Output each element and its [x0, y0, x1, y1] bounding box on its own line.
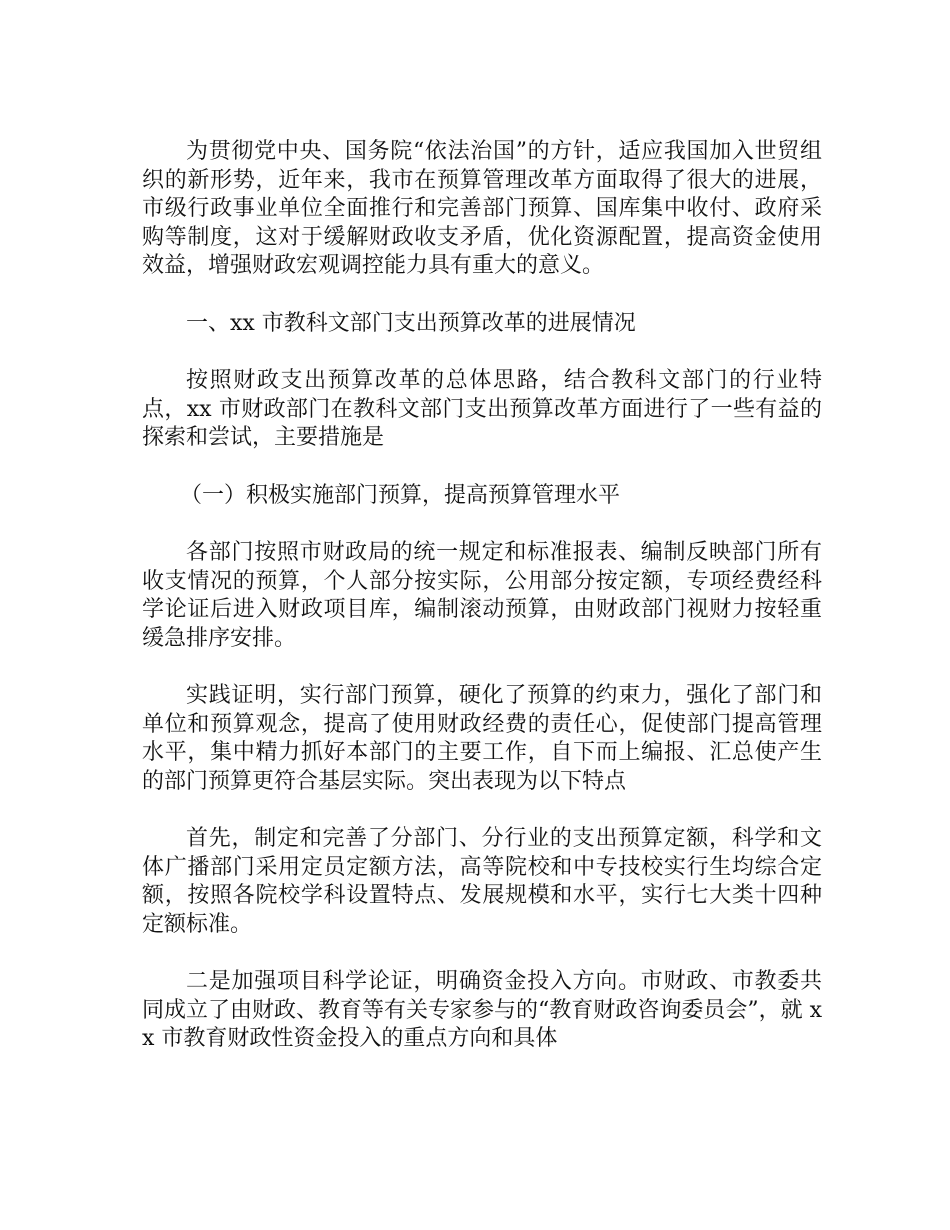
document-page: [142, 138, 822, 1054]
paragraph-practice: 实践证明，实行部门预算，硬化了预算的约束力，强化了部门和单位和预算观念，提高了使用财政经费的责任心，促使部门提高管理水平，集中精力抓好本部门的主要工作，自下而上编报、汇总使产生的部门预算更符合基层实际。突出表现为以下特点: [142, 683, 822, 794]
paragraph-first: 首先，制定和完善了分部门、分行业的支出预算定额，科学和文体广播部门采用定员定额方法，高等院校和中专技校实行生均综合定额，按照各院校学科设置特点、发展规模和水平，实行七大类十四种定额标准。: [142, 826, 822, 937]
section-heading-1: 一、xx 市教科文部门支出预算改革的进展情况: [186, 310, 636, 336]
paragraph-intro: 为贯彻党中央、国务院“依法治国”的方针，适应我国加入世贸组织的新形势，近年来，我市在预算管理改革方面取得了很大的进展，市级行政事业单位全面推行和完善部门预算、国库集中收付、政府采购等制度，这对于缓解财政收支矛盾，优化资源配置，提高资金使用效益，增强财政宏观调控能力具有重大的意义。: [142, 139, 822, 278]
paragraph-approach: 按照财政支出预算改革的总体思路，结合教科文部门的行业特点，xx 市财政部门在教科文部门支出预算改革方面进行了一些有益的探索和尝试，主要措施是: [142, 368, 822, 450]
paragraph-departments: 各部门按照市财政局的统一规定和标准报表、编制反映部门所有收支情况的预算，个人部分按实际，公用部分按定额，专项经费经科学论证后进入财政项目库，编制滚动预算，由财政部门视财力按轻重缓急排序安排。: [142, 540, 822, 651]
paragraph-second: 二是加强项目科学论证，明确资金投入方向。市财政、市教委共同成立了由财政、教育等有关专家参与的“教育财政咨询委员会”，就 xx 市教育财政性资金投入的重点方向和具体: [142, 969, 822, 1051]
subsection-heading-1: （一）积极实施部门预算，提高预算管理水平: [180, 482, 621, 508]
